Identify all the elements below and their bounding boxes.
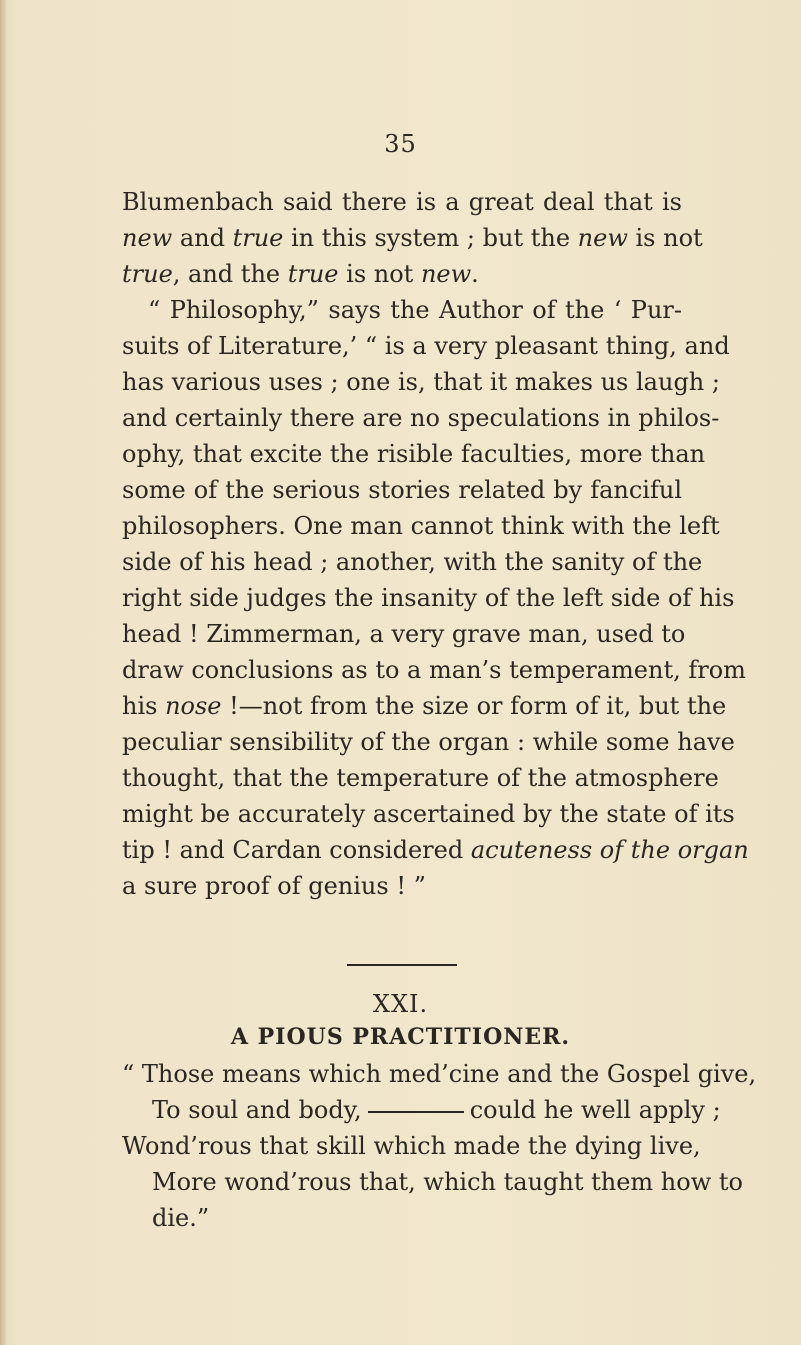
- text-run: is not: [627, 224, 703, 252]
- text-run: To soul and body,: [152, 1096, 362, 1124]
- poem: [122, 1056, 757, 1236]
- italic-phrase: acuteness of the organ: [470, 836, 749, 864]
- section-divider: [347, 964, 457, 966]
- poem-line: “ Those means which med’cine and the Gospel give,: [122, 1060, 757, 1088]
- text-line: head ! Zimmerman, a very grave man, used to: [122, 620, 686, 648]
- text-line: side of his head ; another, with the sanity of the: [122, 548, 703, 576]
- poem-line: Wond’rous that skill which made the dying live,: [122, 1132, 701, 1160]
- italic-word: new: [122, 224, 173, 252]
- text-line: philosophers. One man cannot think with the left: [122, 512, 720, 540]
- poem-line: [122, 1092, 721, 1128]
- text-run: , and the: [172, 260, 288, 288]
- italic-word: true: [232, 224, 284, 252]
- text-line: a sure proof of genius ! ”: [122, 872, 426, 900]
- text-run: .: [471, 260, 479, 288]
- page-edge: [0, 0, 6, 1345]
- text-line: suits of Literature,’ “ is a very pleasant thing, and: [122, 332, 730, 360]
- poem-line: die.”: [152, 1204, 210, 1232]
- text-line: thought, that the temperature of the atmosphere: [122, 764, 719, 792]
- text-line: ophy, that excite the risible faculties, more than: [122, 440, 706, 468]
- text-line: and certainly there are no speculations in philos-: [122, 404, 720, 432]
- body-text: [122, 184, 749, 904]
- text-run: and: [172, 224, 233, 252]
- text-line: “ Philosophy,” says the Author of the ‘ Pur-: [148, 296, 682, 324]
- text-line: right side judges the insanity of the left side of his: [122, 584, 735, 612]
- text-line: draw conclusions as to a man’s temperament, from: [122, 656, 746, 684]
- text-line: has various uses ; one is, that it makes us laugh ;: [122, 368, 720, 396]
- text-run: is not: [338, 260, 421, 288]
- text-run: in this system ; but the: [283, 224, 578, 252]
- em-dash-rule: [368, 1111, 464, 1113]
- text-line: [122, 688, 727, 724]
- text-run: tip ! and Cardan considered: [122, 836, 471, 864]
- italic-word: true: [122, 260, 173, 288]
- text-line: [122, 832, 749, 868]
- text-run: !—not from the size or form of it, but the: [221, 692, 727, 720]
- section-number: XXI.: [372, 990, 429, 1018]
- section-title: A PIOUS PRACTITIONER.: [230, 1024, 571, 1050]
- poem-line: More wond’rous that, which taught them how to: [152, 1168, 743, 1196]
- text-line: [122, 256, 682, 292]
- italic-word: new: [577, 224, 628, 252]
- text-run: his: [122, 692, 166, 720]
- italic-word: nose: [165, 692, 222, 720]
- text-line: might be accurately ascertained by the state of its: [122, 800, 735, 828]
- page-number: 35: [384, 130, 417, 158]
- text-line: some of the serious stories related by fanciful: [122, 476, 682, 504]
- italic-word: true: [287, 260, 339, 288]
- text-line: peculiar sensibility of the organ : while some have: [122, 728, 735, 756]
- text-run: could he well apply ;: [469, 1096, 721, 1124]
- text-line: Blumenbach said there is a great deal that is: [122, 188, 682, 216]
- italic-word: new: [420, 260, 472, 288]
- text-line: [122, 220, 703, 256]
